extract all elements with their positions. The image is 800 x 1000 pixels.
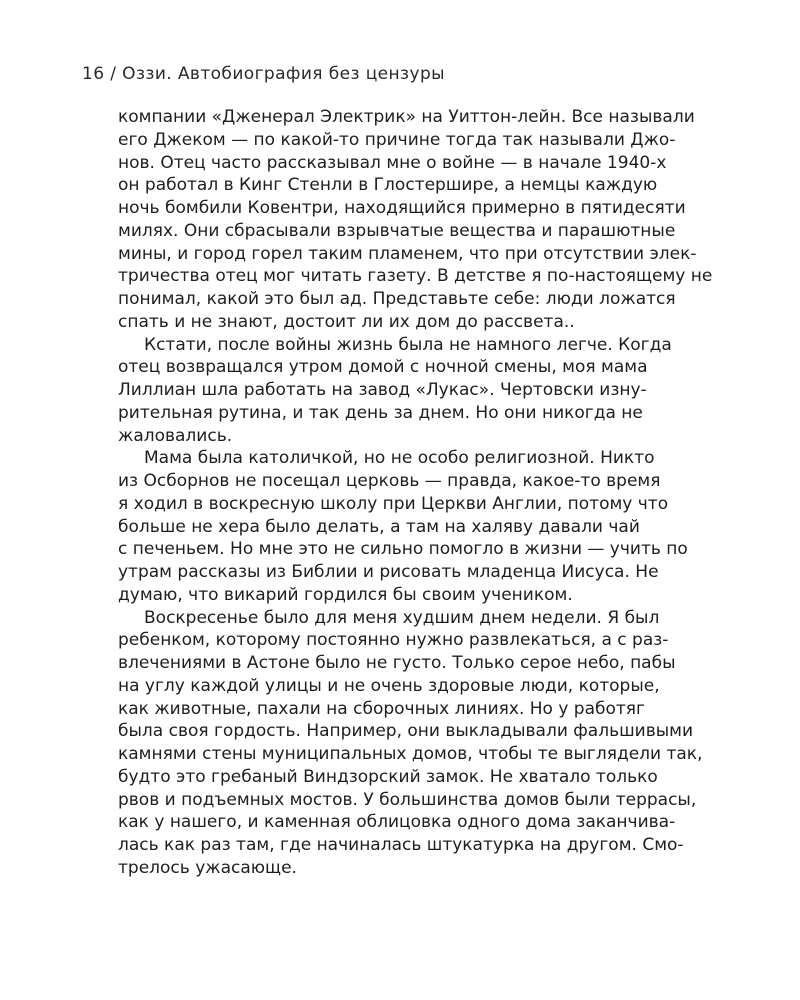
text-line: милях. Они сбрасывали взрывчатые вещества и парашютные bbox=[118, 220, 676, 241]
text-line: утрам рассказы из Библии и рисовать младенца Иисуса. Не bbox=[118, 562, 659, 582]
running-head: 16 / Оззи. Автобиография без цензуры bbox=[82, 64, 445, 84]
paragraph-first-line: Воскресенье было для меня худшим днем недели. Я был bbox=[144, 607, 660, 628]
text-line: больше не хера было делать, а там на халяву давали чай bbox=[118, 516, 640, 537]
text-line: трелось ужасающе. bbox=[118, 857, 297, 878]
text-line: он работал в Кинг Стенли в Глостершире, а немцы каждую bbox=[118, 175, 658, 196]
text-line: Лиллиан шла работать на завод «Лукас». Чертовски изну- bbox=[118, 380, 647, 400]
text-line: камнями стены муниципальных домов, чтобы те выглядели так, bbox=[118, 744, 703, 764]
text-line: я ходил в воскресную школу при Церкви Англии, потому что bbox=[118, 493, 669, 514]
text-line: на углу каждой улицы и не очень здоровые люди, которые, bbox=[118, 675, 660, 696]
text-line: из Осборнов не посещал церковь — правда, какое-то время bbox=[118, 471, 661, 491]
text-line: понимал, какой это был ад. Представьте себе: люди ложатся bbox=[118, 289, 676, 309]
text-line: рвов и подъемных мостов. У большинства домов были террасы, bbox=[118, 789, 697, 810]
text-line: ночь бомбили Ковентри, находящийся примерно в пятидесяти bbox=[118, 198, 686, 218]
text-line: спать и не знают, достоит ли их дом до рассвета.. bbox=[118, 311, 575, 332]
text-line: думаю, что викарий гордился бы своим учеником. bbox=[118, 584, 573, 605]
text-line: как животные, пахали на сборочных линиях. Но у работяг bbox=[118, 698, 645, 719]
text-line: нов. Отец часто рассказывал мне о войне — в начале 1940-х bbox=[118, 152, 667, 173]
text-line: тричества отец мог читать газету. В детстве я по-настоящему не bbox=[118, 266, 713, 287]
paragraph-first-line: Мама была католичкой, но не особо религиозной. Никто bbox=[144, 448, 655, 469]
text-line: отец возвращался утром домой с ночной смены, моя мама bbox=[118, 357, 648, 378]
text-line: рительная рутина, и так день за днем. Но они никогда не bbox=[118, 402, 643, 423]
body-text bbox=[118, 106, 738, 880]
text-line: компании «Дженерал Электрик» на Уиттон-лейн. Все называли bbox=[118, 107, 695, 127]
text-line: как у нашего, и каменная облицовка одного дома заканчива- bbox=[118, 812, 676, 833]
text-line: будто это гребаный Виндзорский замок. Не хватало только bbox=[118, 766, 658, 787]
text-line: ребенком, которому постоянно нужно развлекаться, а с раз- bbox=[118, 630, 669, 651]
text-line: с печеньем. Но мне это не сильно помогло в жизни — учить по bbox=[118, 539, 688, 560]
text-line: влечениями в Астоне было не густо. Только серое небо, пабы bbox=[118, 653, 676, 673]
text-line: его Джеком — по какой-то причине тогда так называли Джо- bbox=[118, 129, 676, 150]
text-line: мины, и город горел таким пламенем, что при отсутствии элек- bbox=[118, 243, 697, 264]
paragraph-first-line: Кстати, после войны жизнь была не намного легче. Когда bbox=[144, 334, 672, 355]
text-line: лась как раз там, где начиналась штукатурка на другом. Смо- bbox=[118, 835, 684, 855]
text-line: жаловались. bbox=[118, 425, 233, 446]
text-line: была своя гордость. Например, они выкладывали фальшивыми bbox=[118, 721, 694, 742]
